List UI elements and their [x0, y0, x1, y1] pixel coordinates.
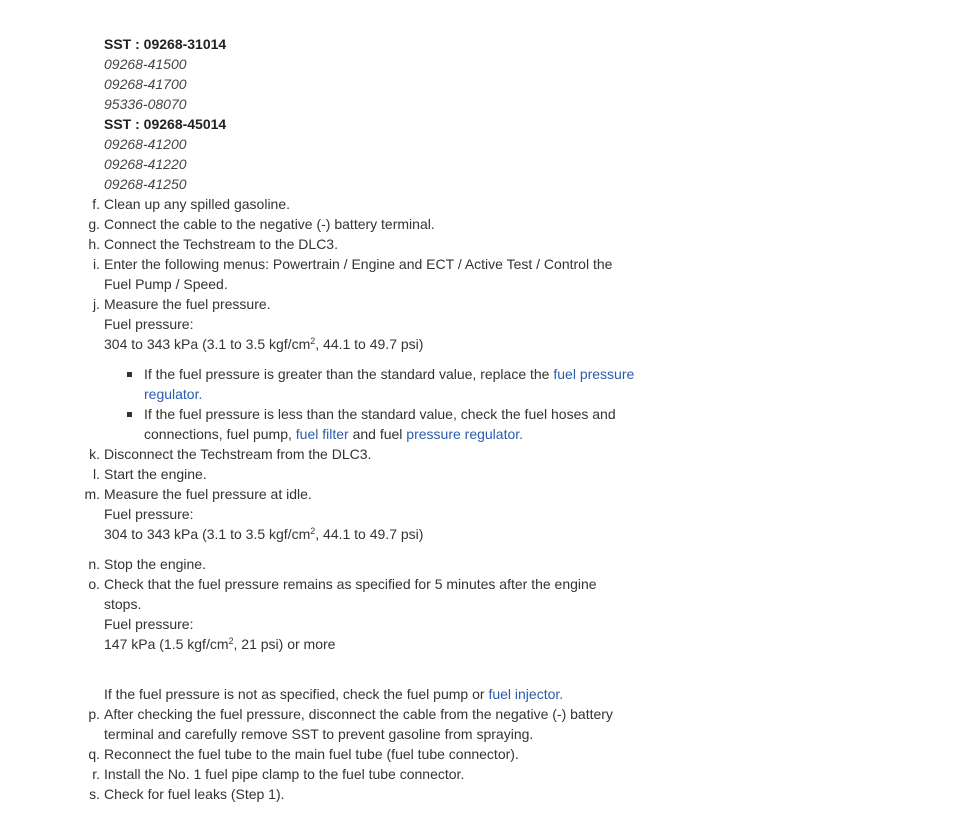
- step-text-continued: Fuel Pump / Speed.: [104, 276, 228, 292]
- step-text: Connect the Techstream to the DLC3.: [104, 236, 338, 252]
- spec-title: Fuel pressure:: [104, 506, 194, 522]
- step-letter: p.: [88, 706, 100, 722]
- step-text: Check for fuel leaks (Step 1).: [104, 786, 285, 802]
- bullet-text-continued: [144, 424, 523, 444]
- step-text: Check that the fuel pressure remains as specified for 5 minutes after the engine: [104, 576, 597, 592]
- step-text: Measure the fuel pressure.: [104, 296, 271, 312]
- step-text: Start the engine.: [104, 466, 207, 482]
- spec-value: [104, 634, 335, 654]
- step-letter: n.: [88, 556, 100, 572]
- step-text: Install the No. 1 fuel pipe clamp to the fuel tube connector.: [104, 766, 465, 782]
- spec-value: [104, 334, 423, 354]
- step-letter: m.: [84, 486, 100, 502]
- step-text: Reconnect the fuel tube to the main fuel tube (fuel tube connector).: [104, 746, 519, 762]
- pressure-regulator-link[interactable]: pressure regulator: [406, 426, 520, 442]
- step-letter: i.: [93, 256, 100, 272]
- bullet-text-main: connections, fuel pump,: [144, 426, 296, 442]
- bullet-square-icon: [127, 412, 132, 417]
- spec-superscript: 2: [310, 336, 316, 346]
- spec-title: Fuel pressure:: [104, 316, 194, 332]
- step-letter: f.: [92, 196, 100, 212]
- step-letter: s.: [89, 786, 100, 802]
- spec-superscript: 2: [228, 636, 234, 646]
- sst-part-number: 95336-08070: [104, 96, 187, 112]
- step-letter: r.: [92, 766, 100, 782]
- step-text: Disconnect the Techstream from the DLC3.: [104, 446, 372, 462]
- sst-part-number: 09268-41220: [104, 156, 187, 172]
- spec-title: Fuel pressure:: [104, 616, 194, 632]
- fuel-filter-link[interactable]: fuel filter: [295, 426, 349, 442]
- step-letter: o.: [88, 576, 100, 592]
- step-letter: k.: [89, 446, 100, 462]
- step-text-continued: terminal and carefully remove SST to prevent gasoline from spraying.: [104, 726, 534, 742]
- bullet-square-icon: [127, 372, 132, 377]
- bullet-text-continued: [144, 384, 202, 404]
- spec-value-main: 304 to 343 kPa (3.1 to 3.5 kgf/cm: [104, 336, 311, 352]
- sst-part-number: 09268-41700: [104, 76, 187, 92]
- step-letter: g.: [88, 216, 100, 232]
- step-letter: l.: [93, 466, 100, 482]
- spec-value-rest: , 21 psi) or more: [233, 636, 336, 652]
- spec-superscript: 2: [310, 526, 316, 536]
- step-text: Clean up any spilled gasoline.: [104, 196, 291, 212]
- link-period: .: [519, 426, 524, 442]
- sst-part-number: 09268-41500: [104, 56, 187, 72]
- step-letter: j.: [93, 296, 100, 312]
- spec-value-main: 147 kPa (1.5 kgf/cm: [104, 636, 229, 652]
- step-text: Connect the cable to the negative (-) battery terminal.: [104, 216, 435, 232]
- spec-value-main: 304 to 343 kPa (3.1 to 3.5 kgf/cm: [104, 526, 311, 542]
- step-text-continued: stops.: [104, 596, 142, 612]
- step-text: Stop the engine.: [104, 556, 206, 572]
- sst-label: SST : 09268-31014: [104, 36, 227, 52]
- sst-part-number: 09268-41250: [104, 176, 187, 192]
- step-letter: q.: [88, 746, 100, 762]
- step-text: Measure the fuel pressure at idle.: [104, 486, 312, 502]
- fuel-injector-link[interactable]: fuel injector: [488, 686, 560, 702]
- note-text-main: If the fuel pressure is not as specified, check the fuel pump or: [104, 686, 489, 702]
- bullet-text-main: If the fuel pressure is greater than the standard value, replace the: [144, 366, 554, 382]
- link-period: .: [559, 686, 564, 702]
- bullet-text: [144, 364, 634, 384]
- note-text: [104, 684, 563, 704]
- link-period: .: [198, 386, 203, 402]
- spec-value-rest: , 44.1 to 49.7 psi): [315, 526, 424, 542]
- spec-value-rest: , 44.1 to 49.7 psi): [315, 336, 424, 352]
- step-text: Enter the following menus: Powertrain / Engine and ECT / Active Test / Control the: [104, 256, 613, 272]
- bullet-text: If the fuel pressure is less than the standard value, check the fuel hoses and: [144, 406, 616, 422]
- sst-part-number: 09268-41200: [104, 136, 187, 152]
- sst-label: SST : 09268-45014: [104, 116, 227, 132]
- step-letter: h.: [88, 236, 100, 252]
- spec-value: [104, 524, 423, 544]
- fuel-pressure-regulator-link[interactable]: fuel pressure: [553, 366, 635, 382]
- fuel-pressure-regulator-link[interactable]: regulator: [144, 386, 199, 402]
- step-text: After checking the fuel pressure, disconnect the cable from the negative (-) battery: [104, 706, 613, 722]
- bullet-text-mid: and fuel: [348, 426, 407, 442]
